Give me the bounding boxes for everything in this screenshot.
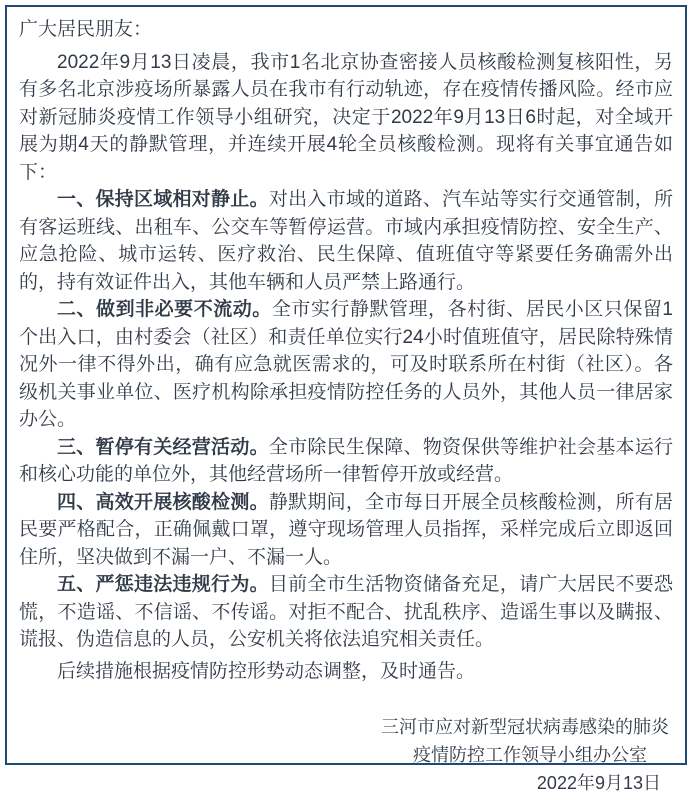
section-paragraph-3 (19, 434, 673, 489)
intro-paragraph (19, 49, 673, 187)
signature-org-line-2: 疫情防控工作领导小组办公室 (413, 745, 647, 765)
section-body-2: 全市实行静默管理，各村街、居民小区只保留1个出入口，由村委会（社区）和责任单位实行24小时值班值守，居民除特殊情况外一律不得外出，确有应急就医需求的，可及时联系所在村街（社区）。各级机关事业单位、医疗机构除承担疫情防控任务的人员外，其他人员一律居家办公。 (19, 299, 673, 430)
section-body-4: 静默期间，全市每日开展全员核酸检测，所有居民要严格配合，正确佩戴口罩，遵守现场管理人员指挥，采样完成后立即返回住所，坚决做到不漏一户、不漏一人。 (19, 491, 673, 568)
notice-document-frame (5, 5, 687, 793)
section-body-5: 目前全市生活物资储备充足，请广大居民不要恐慌，不造谣、不信谣、不传谣。对拒不配合、扰乱秩序、造谣生事以及瞒报、谎报、伪造信息的人员，公安机关将依法追究相关责任。 (19, 574, 673, 650)
signature-block (19, 713, 673, 797)
section-paragraph-4 (19, 489, 673, 572)
signature-org-line-1: 三河市应对新型冠状病毒感染的肺炎 (381, 717, 669, 737)
section-title-4: 四、高效开展核酸检测。 (57, 491, 269, 513)
greeting-line: 广大居民朋友： (19, 19, 153, 40)
closing-paragraph: 后续措施根据疫情防控形势动态调整，及时通告。 (57, 660, 476, 682)
section-paragraph-5 (19, 571, 673, 654)
notice-document-body (19, 16, 673, 797)
section-title-5: 五、严惩违法违规行为。 (57, 574, 269, 595)
intro-text: 2022年9月13日凌晨，我市1名北京协查密接人员核酸检测复核阳性，另有多名北京涉疫场所暴露人员在我市有行动轨迹，存在疫情传播风险。经市应对新冠肺炎疫情工作领导小组研究，决定于2022年9月13日6时起，对全域开展为期4天的静默管理，并连续开展4轮全员核酸检测。现将有关事宜通告如下： (19, 51, 673, 183)
section-paragraph-1 (19, 186, 673, 296)
section-body-1: 对出入市域的道路、汽车站等实行交通管制，所有客运班线、出租车、公交车等暂停运营。市域内承担疫情防控、安全生产、应急抢险、城市运转、医疗救治、民生保障、值班值守等紧要任务确需外出的，持有效证件出入，其他车辆和人员严禁上路通行。 (19, 189, 673, 293)
section-title-2: 二、做到非必要不流动。 (57, 299, 272, 320)
section-title-1: 一、保持区域相对静止。 (57, 189, 269, 210)
signature-date: 2022年9月13日 (536, 773, 661, 793)
section-paragraph-2 (19, 296, 673, 434)
section-body-3: 全市除民生保障、物资保供等维护社会基本运行和核心功能的单位外，其他经营场所一律暂停开放或经营。 (19, 436, 673, 485)
section-title-3: 三、暂停有关经营活动。 (57, 436, 269, 458)
